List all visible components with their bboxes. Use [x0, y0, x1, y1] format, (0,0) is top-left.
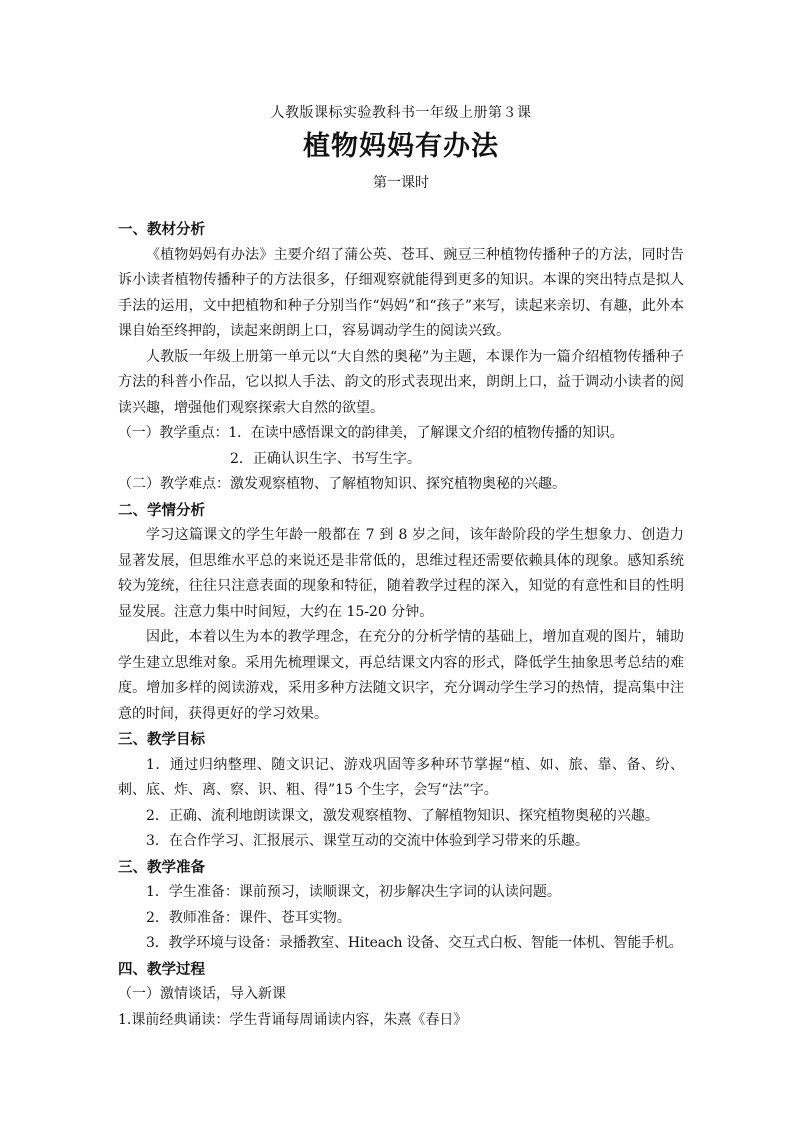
section-heading-learners: 二、学情分析 [118, 501, 205, 519]
preparation-item: 3．教学环境与设备：录播教室、Hiteach 设备、交互式白板、智能一体机、智能手机。 [146, 935, 683, 951]
teaching-key-point-1: （一）教学重点：1．在读中感悟课文的韵律美，了解课文介绍的植物传播的知识。 [118, 425, 624, 441]
process-subheading: （一）激情谈话，导入新课 [118, 986, 286, 1002]
textbook-subtitle: 人教版课标实验教科书一年级上册第３课 [270, 105, 532, 121]
lesson-title: 植物妈妈有办法 [303, 131, 499, 162]
section-heading-materials: 一、教材分析 [118, 221, 205, 238]
teaching-key-point-2: 2．正确认识生字、书写生字。 [230, 450, 421, 467]
paragraph: 《植物妈妈有办法》主要介绍了蒲公英、苍耳、豌豆三种植物传播种子的方法，同时告诉小读者植物传播种子的方法很多，仔细观察就能得到更多的知识。本课的突出特点是拟人手法的运用，文中把植物和种子分别当作“妈妈”和“孩子”来写，读起来亲切、有趣，此外本课自始至终押韵，读起来朗朗上口，容易调动学生的阅读兴致。 [118, 246, 684, 339]
lesson-period: 第一课时 [373, 175, 429, 191]
paragraph: 因此，本着以生为本的教学理念，在充分的分析学情的基础上，增加直观的图片，辅助学生建立思维对象。采用先梳理课文，再总结课文内容的形式，降低学生抽象思考总结的难度。增加多样的阅读游戏，采用多种方法随文识字，充分调动学生学习的热情，提高集中注意的时间，获得更好的学习效果。 [118, 629, 684, 722]
teaching-difficulty: （二）教学难点：激发观察植物、了解植物知识、探究植物奥秘的兴趣。 [118, 476, 566, 492]
preparation-item: 2．教师准备：课件、苍耳实物。 [146, 909, 351, 926]
section-heading-process: 四、教学过程 [118, 960, 205, 978]
section-heading-goals: 三、教学目标 [118, 731, 205, 748]
section-heading-preparation: 三、教学准备 [118, 858, 205, 876]
document-body [118, 217, 684, 1033]
goal-item: 1．通过归纳整理、随文识记、游戏巩固等多种环节掌握“植、如、旅、靠、备、纷、刺、底、炸、离、察、识、粗、得”15 个生字，会写“法”字。 [118, 756, 684, 798]
paragraph: 学习这篇课文的学生年龄一般都在 7 到 8 岁之间，该年龄阶段的学生想象力、创造力显著发展，但思维水平总的来说还是非常低的，思维过程还需要依赖具体的现象。感知系统较为笼统，往往只注意表面的现象和特征，随着教学过程的深入，知觉的有意性和目的性明显发展。注意力集中时间短，大约在 15-20 分钟。 [118, 527, 684, 620]
goal-item: 2．正确、流利地朗读课文，激发观察植物、了解植物知识、探究植物奥秘的兴趣。 [146, 807, 659, 824]
paragraph: 人教版一年级上册第一单元以“大自然的奥秘”为主题，本课作为一篇介绍植物传播种子方法的科普小作品，它以拟人手法、韵文的形式表现出来，朗朗上口，益于调动小读者的阅读兴趣，增强他们观察探索大自然的欲望。 [118, 348, 684, 416]
process-item: 1.课前经典诵读：学生背诵每周诵读内容，朱熹《春日》 [118, 1011, 468, 1028]
preparation-item: 1．学生准备：课前预习，读顺课文，初步解决生字词的认读问题。 [146, 884, 561, 900]
goal-item: 3．在合作学习、汇报展示、课堂互动的交流中体验到学习带来的乐趣。 [146, 833, 589, 849]
